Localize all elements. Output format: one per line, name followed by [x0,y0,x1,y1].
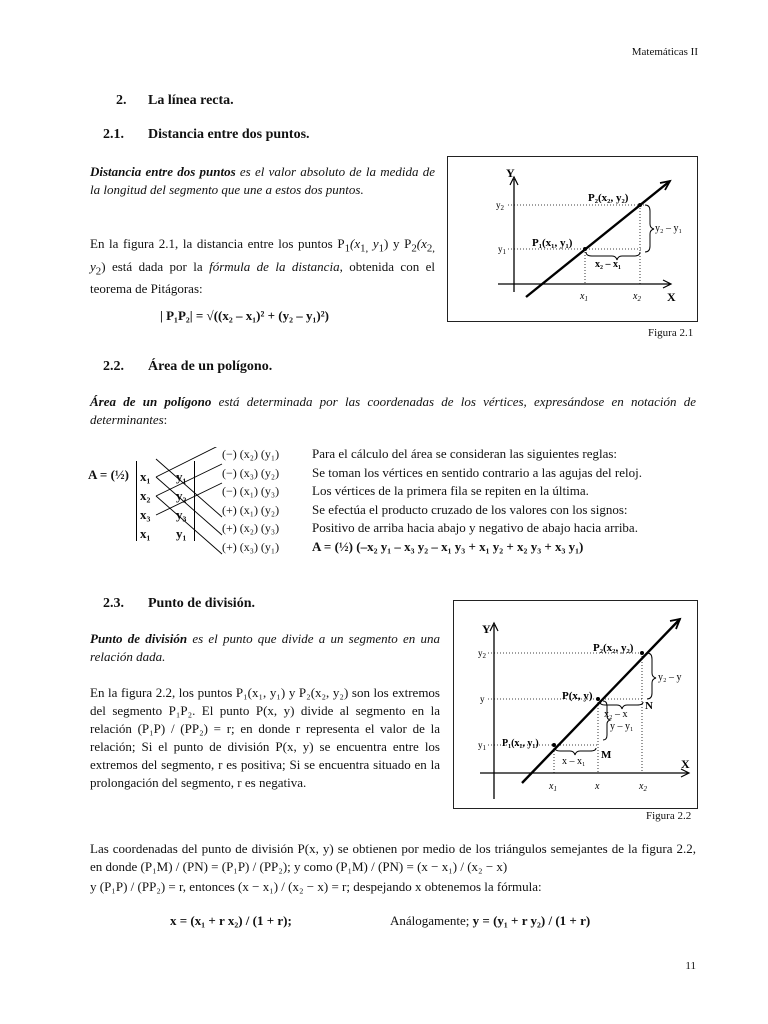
figure-2-1-graph [448,157,697,321]
tick-x2: $x_2$ [633,291,641,303]
text: (x [349,236,361,251]
matrix-y3: y₃ [176,507,187,522]
definition-area [90,393,696,429]
definition-text: es el valor absoluto de la medida de la longitud del segmento que une a estos dos puntos. [90,164,435,197]
sub: 2 [411,242,417,255]
section-number: 2. [116,93,127,108]
product-1: (−) (x₂) (y₁) [222,447,280,461]
definition-text: es el punto que divide a un segmento en una relación dada. [90,631,440,664]
product-4: (+) (x₁) (y₂) [222,502,280,517]
rule-2: Se toman los vértices en sentido contrario a las agujas del reloj. [312,464,642,480]
point-p-label: P(x, y) [562,690,593,702]
sub: 1 [378,242,385,255]
delta-x-label: x₂ – x₁ [595,259,621,270]
sub: 1 [344,242,350,255]
matrix-y1-repeat: y₁ [176,526,187,541]
text: ) y P [384,236,412,251]
paragraph-division: En la figura 2.2, los puntos P₁(x₁, y₁) y P₂(x₂, y₂) son los extremos del segmento P₁P₂. El punto P(x, y) divide al segmento en la relación (P₁P) / (PP₂) = r; en donde r representa el valor de la relación; Si el punto de división P(x, y) se encuentra entre los extremos del segmento, r es positiva; Si se encuentra situado en la prolongación del segmento, r es negativa. [90,685,440,790]
point-p2-label: P₂(x₂, y₂) [593,642,634,654]
delta-y1-label: y – y₁ [610,721,634,732]
delta-y-label: y₂ – y₁ [655,223,682,234]
point-p1-label: P₁(x₁, y₁) [502,738,539,749]
figure-2-2-graph [454,601,697,808]
text: y [368,236,379,251]
matrix-y2: y₂ [176,488,187,503]
tick-y1: $y_1$ [498,244,506,256]
cross-product-arrows [144,447,224,567]
section-title: La línea recta. [148,93,234,108]
sub: 1, [360,242,369,255]
product-6: (+) (x₃) (y₁) [222,539,280,554]
tick-y2: $y_2$ [496,200,504,212]
products-column [222,445,279,556]
formula-y-prefix: Análogamente; [390,913,473,928]
formula-x: x = (x₁ + r x₂) / (1 + r); [170,913,292,928]
formula-y: y = (y₁ + r y₂) / (1 + r) [472,913,591,928]
text: ) está dada por la [101,258,210,274]
figure-2-2 [453,600,698,809]
formula-y-line [390,913,590,929]
point-p1-label: P₁(x₁, y₁) [532,237,573,249]
rule-4: Se efectúa el producto cruzado de los valores con los signos: [312,501,628,517]
delta-y2-label: y₂ – y [658,672,682,683]
delta-x2-label: x₂ – x [604,709,628,720]
definition-colon: : [163,412,168,427]
subsection-title-2-1: Distancia entre dos puntos. [148,127,310,142]
subsection-title-2-3: Punto de división. [148,596,255,611]
definition-distance [90,163,435,199]
tick-y: y [480,694,485,704]
x-axis-label: X [681,757,690,771]
sub: 2 [95,265,102,278]
matrix-x3: x₃ [140,507,151,522]
caption-figure-2-1: Figura 2.1 [648,327,694,339]
text: y [90,258,96,274]
matrix-y1: y₁ [176,469,187,484]
tick-x1: $x_1$ [549,781,557,793]
tick-y2: $y_2$ [478,648,486,660]
paragraph-coordinates-2: y (P₁P) / (PP₂) = r, entonces (x − x₁) / (x₂ − x) = r; despejando x obtenemos la fórmula: [90,879,542,894]
definition-division [90,630,440,666]
subsection-number-2-1: 2.1. [103,127,124,142]
distance-formula: | P₁P₂| = √((x₂ – x₁)² + (y₂ – y₁)²) [160,308,329,323]
matrix-x1-repeat: x₁ [140,526,151,541]
subsection-number-2-3: 2.3. [103,596,124,611]
point-n-label: N [645,700,653,712]
rule-1: Para el cálculo del área se consideran las siguientes reglas: [312,446,618,461]
text: (x [416,236,427,251]
delta-x1-label: x – x₁ [562,756,586,767]
point-p2-label: P₂(x₂, y₂) [588,192,629,204]
text: , obtenida con el teorema de Pitágoras: [90,258,436,297]
text: fórmula de la distancia [209,258,340,274]
matrix-x1: x₁ [140,469,151,484]
tick-x1: $x_1$ [580,291,588,303]
product-2: (−) (x₃) (y₂) [222,465,280,480]
tick-y1: $y_1$ [478,740,486,752]
definition-term: Área de un polígono [90,394,212,409]
product-3: (−) (x₁) (y₃) [222,484,280,498]
x-axis-label: X [667,290,676,304]
area-prefix: A = (½) [88,467,129,482]
area-rules [312,445,642,556]
y-axis-label: Y [506,166,515,180]
page-number: 11 [685,960,696,972]
product-5: (+) (x₂) (y₃) [222,521,280,535]
subsection-title-2-2: Área de un polígono. [148,359,273,374]
running-header: Matemáticas II [631,46,698,58]
y-axis-label: Y [482,622,491,636]
paragraph-distance [90,235,435,298]
figure-2-1 [447,156,698,322]
area-formula: A = (½) (–x₂ y₁ – x₃ y₂ – x₁ y₃ + x₁ y₂ + x₂ y₃ + x₃ y₁) [312,538,584,554]
point-m-label: M [601,749,612,761]
definition-text: está determinada por las coordenadas de los vértices, expresándose en notación de determinantes [90,394,697,427]
matrix-x2: x₂ [140,488,151,503]
definition-term: Distancia entre dos puntos [90,164,236,179]
rule-5: Positivo de arriba hacia abajo y negativo de abajo hacia arriba. [312,520,638,535]
text: En la figura 2.1, la distancia entre los puntos P [90,236,345,251]
paragraph-coordinates: Las coordenadas del punto de división P(x, y) se obtienen por medio de los triángulos semejantes de la figura 2.2, en donde (P₁M) / (PN) = (P₁P) / (PP₂); y como (P₁M) / (PN) = (x − x₁) / (x₂ − x) [90,841,696,874]
rule-3: Los vértices de la primera fila se repiten en la última. [312,483,589,498]
tick-x2: $x_2$ [639,781,647,793]
determinant-block [88,447,308,567]
caption-figure-2-2: Figura 2.2 [646,810,692,822]
subsection-number-2-2: 2.2. [103,359,124,374]
tick-x: x [595,781,600,792]
definition-term: Punto de división [90,631,188,646]
sub: 2, [426,242,435,255]
